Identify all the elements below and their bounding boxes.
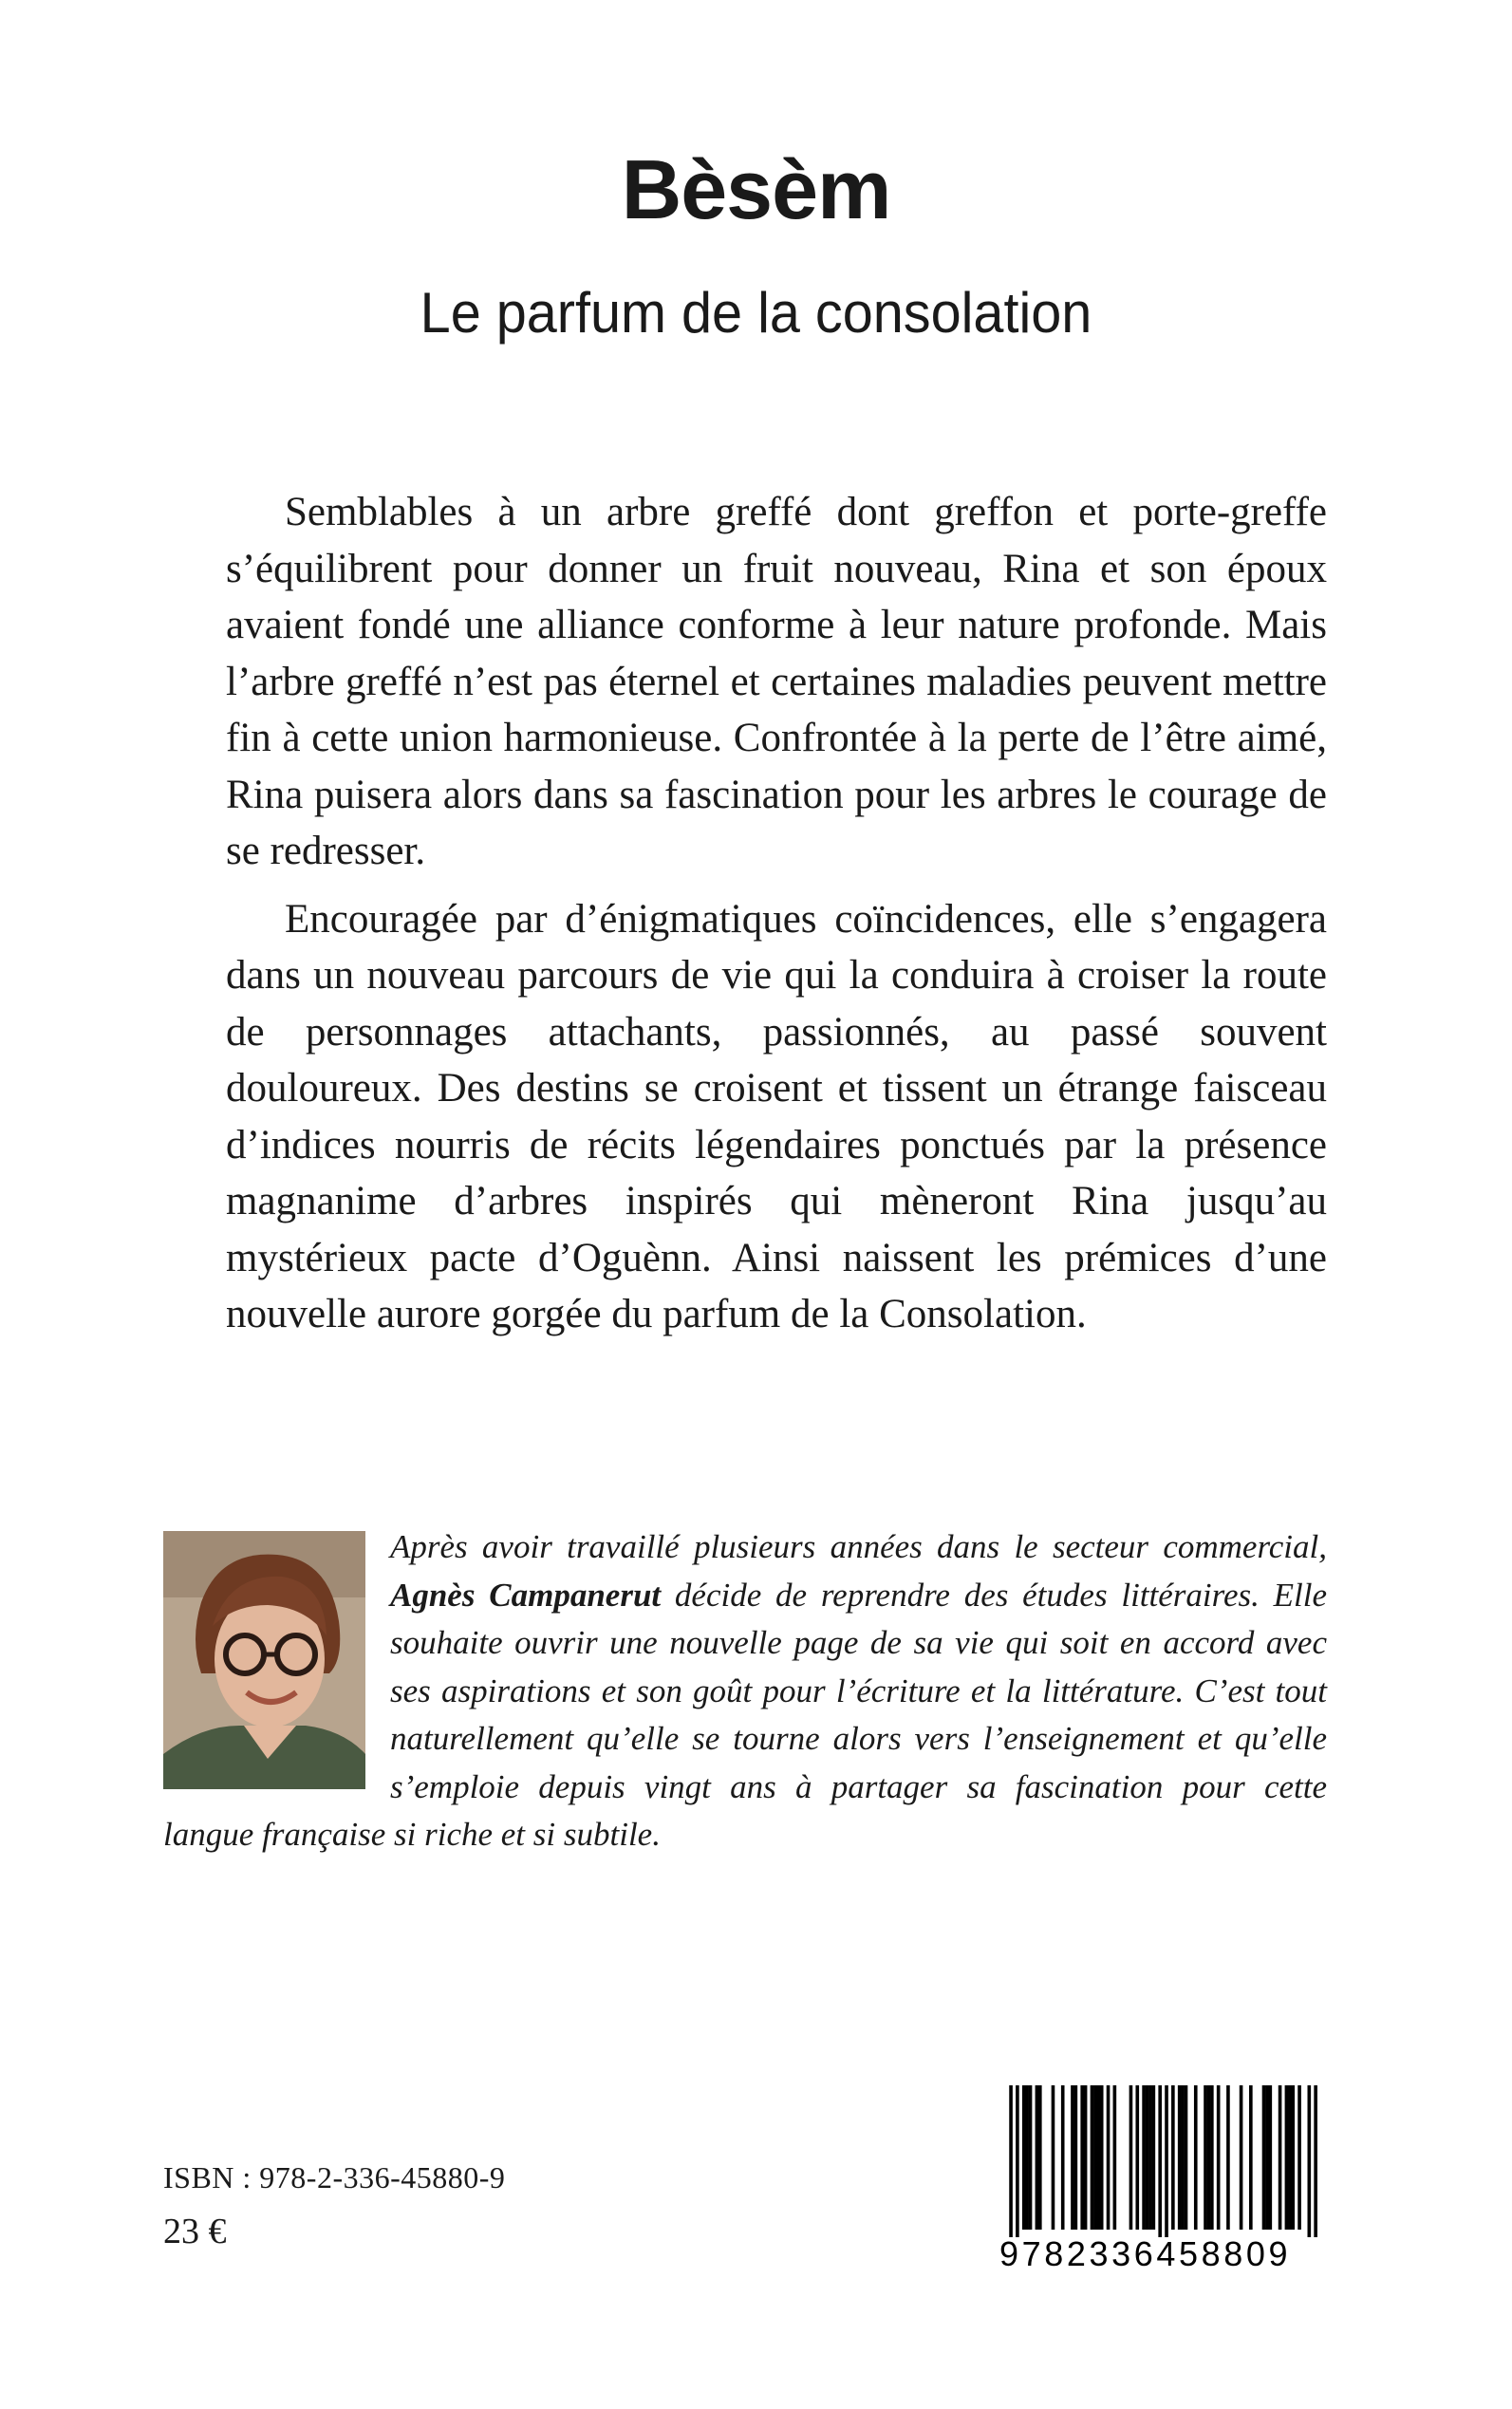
barcode-bar (1100, 2085, 1104, 2230)
barcode-bar (1038, 2085, 1042, 2230)
barcode-bar (1308, 2085, 1312, 2237)
barcode-bar (1181, 2085, 1185, 2230)
barcode-bar (1025, 2085, 1029, 2230)
barcode-bar (1285, 2085, 1289, 2230)
barcode-bar (1194, 2085, 1198, 2230)
barcode-bar (1016, 2085, 1019, 2237)
barcode-bar (1240, 2085, 1243, 2230)
barcode-bar (1152, 2085, 1156, 2230)
barcode-bar (1022, 2085, 1026, 2230)
barcode-bar (1288, 2085, 1292, 2230)
barcode-bar (1262, 2085, 1266, 2230)
barcode-bar (1185, 2085, 1188, 2230)
author-name: Agnès Campanerut (390, 1576, 662, 1614)
book-subtitle: Le parfum de la consolation (420, 281, 1092, 345)
isbn-text: ISBN : 978-2-336-45880-9 (163, 2160, 506, 2194)
barcode-bar (1135, 2085, 1139, 2230)
barcode-bar (1210, 2085, 1214, 2230)
author-portrait-icon (163, 1531, 365, 1789)
barcode-bar (1217, 2085, 1221, 2230)
barcode-bar (1096, 2085, 1100, 2230)
barcode-bar (1265, 2085, 1269, 2230)
barcode-bar (1207, 2085, 1211, 2230)
barcode-bar (1142, 2085, 1146, 2230)
barcode-bar (1204, 2085, 1207, 2230)
barcode-bar (1074, 2085, 1078, 2230)
price-text: 23 € (163, 2212, 227, 2251)
barcode-bar (1071, 2085, 1074, 2230)
barcode-bar (1080, 2085, 1084, 2230)
synopsis-paragraph: Encouragée par d’énigmatiques coïncidences, elle s’engagera dans un nouveau parcours de vie qui la conduira à croiser la route de personnages attachants, passionnés, au passé souvent douloureux. Des destins se croisent et tissent un étrange faisceau d’indices nourris de récits légendaires ponctués par la présence magnanime d’arbres inspirés qui mèneront Rina jusqu’au mystérieux pacte d’Oguènn. Ainsi naissent les prémices d’une nouvelle aurore gorgée du parfum de la Consolation. (226, 896, 1327, 1336)
barcode-bar (1226, 2085, 1230, 2230)
barcode-bar (1052, 2085, 1055, 2230)
barcode-bar (1107, 2085, 1111, 2230)
book-title: Bèsèm (621, 142, 891, 236)
author-bio-block (163, 1523, 1327, 1859)
barcode-digits: 9782336458809 (999, 2234, 1292, 2273)
bio-rest: décide de reprendre des études littéraires. Elle souhaite ouvrir une nouvelle page de sa vie qui soit en accord avec ses aspirations et son goût pour l’écriture et la littérature. C’est tout naturellement qu’elle se tourne alors vers l’enseignement et qu’elle s’emploie depuis vingt ans à partager sa fascination pour cette langue française si riche et si subtile. (163, 1576, 1327, 1853)
barcode-bar (1148, 2085, 1152, 2230)
barcode-bar (1158, 2085, 1162, 2237)
barcode-bar (1297, 2085, 1301, 2230)
synopsis (226, 484, 1327, 1354)
barcode-bar (1029, 2085, 1033, 2230)
barcode-bar (1314, 2085, 1317, 2237)
barcode-bar (1178, 2085, 1182, 2230)
barcode-bar (1249, 2085, 1253, 2230)
barcode-bar (1171, 2085, 1175, 2230)
barcode-bar (1036, 2085, 1039, 2230)
barcode-bar (1129, 2085, 1133, 2230)
author-photo (163, 1531, 365, 1789)
barcode-bar (1279, 2085, 1282, 2230)
barcode-bar (1291, 2085, 1295, 2230)
barcode-bar (1009, 2085, 1013, 2237)
barcode-bar (1146, 2085, 1149, 2230)
barcode-bar (1113, 2085, 1117, 2230)
barcode-bar (1061, 2085, 1065, 2230)
barcode-bar (1084, 2085, 1088, 2230)
barcode-bars (999, 2085, 1327, 2237)
barcode-bar (1269, 2085, 1273, 2230)
barcode (999, 2085, 1327, 2275)
barcode-bar (1165, 2085, 1168, 2237)
synopsis-paragraph: Semblables à un arbre greffé dont greffon et porte-greffe s’équilibrent pour donner un fruit nouveau, Rina et son époux avaient fondé une alliance conforme à leur nature profonde. Mais l’arbre greffé n’est pas éternel et certaines maladies peuvent mettre fin à cette union harmonieuse. Confrontée à la perte de l’être aimé, Rina puisera alors dans sa fascination pour les arbres le courage de se redresser. (226, 490, 1327, 873)
barcode-bar (1093, 2085, 1097, 2230)
bio-intro: Après avoir travaillé plusieurs années dans le secteur commercial, (390, 1528, 1327, 1565)
barcode-bar (1091, 2085, 1094, 2230)
